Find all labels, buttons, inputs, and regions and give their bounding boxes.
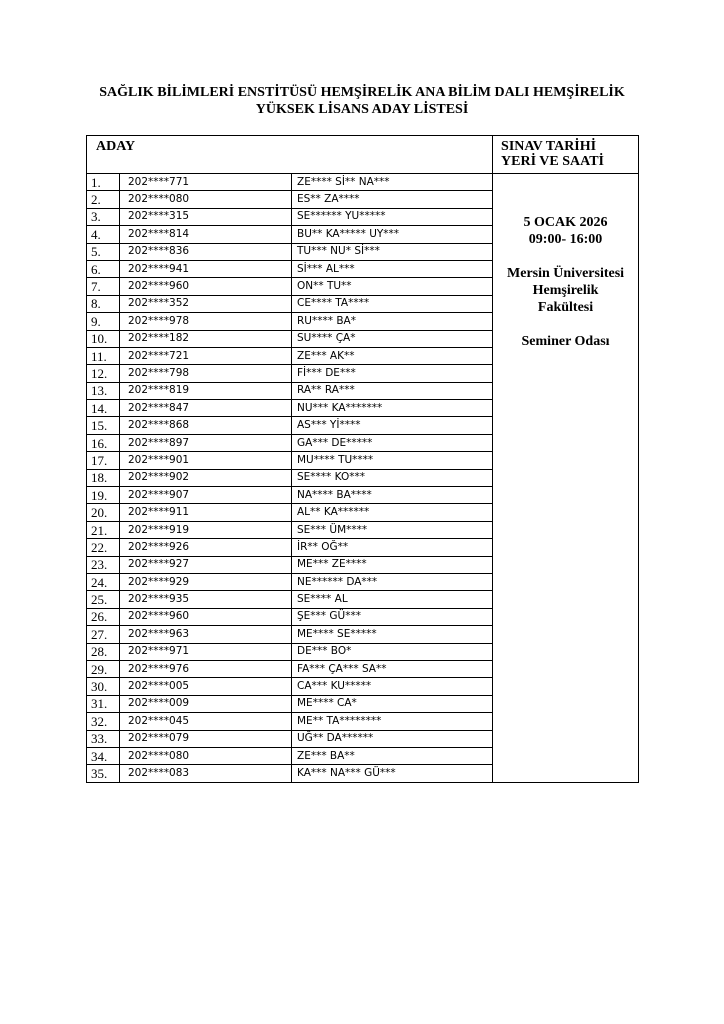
- row-number: 3.: [87, 208, 120, 225]
- candidate-name: ES** ZA****: [292, 191, 493, 208]
- candidate-name: ME** TA********: [292, 713, 493, 730]
- candidate-id: 202****902: [120, 469, 292, 486]
- row-number: 20.: [87, 504, 120, 521]
- candidate-name: GA*** DE*****: [292, 434, 493, 451]
- exam-place-line-1: Mersin Üniversitesi: [507, 266, 625, 281]
- candidate-name: CA*** KU*****: [292, 678, 493, 695]
- candidate-id: 202****927: [120, 556, 292, 573]
- candidate-id: 202****771: [120, 174, 292, 191]
- candidate-name: TU*** NU* Sİ***: [292, 243, 493, 260]
- header-exam-info: [493, 136, 639, 174]
- candidate-id: 202****960: [120, 608, 292, 625]
- row-number: 13.: [87, 382, 120, 399]
- candidate-name: BU** KA***** UY***: [292, 226, 493, 243]
- candidate-id: 202****814: [120, 226, 292, 243]
- row-number: 1.: [87, 174, 120, 191]
- row-number: 8.: [87, 295, 120, 312]
- row-number: 25.: [87, 591, 120, 608]
- row-number: 34.: [87, 747, 120, 764]
- candidate-id: 202****868: [120, 417, 292, 434]
- candidate-id: 202****819: [120, 382, 292, 399]
- title-line-2: YÜKSEK LİSANS ADAY LİSTESİ: [255, 102, 469, 117]
- row-number: 6.: [87, 260, 120, 277]
- candidate-name: DE*** BO*: [292, 643, 493, 660]
- candidate-name: ZE*** AK**: [292, 347, 493, 364]
- candidate-id: 202****005: [120, 678, 292, 695]
- candidate-name: ME**** SE*****: [292, 626, 493, 643]
- candidate-id: 202****941: [120, 260, 292, 277]
- candidate-name: NE****** DA***: [292, 573, 493, 590]
- candidate-name: Sİ*** AL***: [292, 260, 493, 277]
- candidate-id: 202****907: [120, 487, 292, 504]
- candidate-name: CE**** TA****: [292, 295, 493, 312]
- candidate-name: AS*** Yİ****: [292, 417, 493, 434]
- exam-time: 09:00- 16:00: [528, 232, 603, 247]
- candidate-id: 202****971: [120, 643, 292, 660]
- row-number: 31.: [87, 695, 120, 712]
- candidate-id: 202****935: [120, 591, 292, 608]
- header-aday: ADAY: [87, 136, 493, 174]
- candidate-name: ZE*** BA**: [292, 747, 493, 764]
- row-number: 7.: [87, 278, 120, 295]
- row-number: 35.: [87, 765, 120, 782]
- candidate-name: KA*** NA*** GÜ***: [292, 765, 493, 782]
- row-number: 19.: [87, 487, 120, 504]
- row-number: 32.: [87, 713, 120, 730]
- row-number: 18.: [87, 469, 120, 486]
- row-number: 15.: [87, 417, 120, 434]
- row-number: 24.: [87, 573, 120, 590]
- candidate-name: ME*** ZE****: [292, 556, 493, 573]
- candidate-id: 202****182: [120, 330, 292, 347]
- row-number: 10.: [87, 330, 120, 347]
- row-number: 27.: [87, 626, 120, 643]
- header-exam-line-1: SINAV TARİHİ: [501, 139, 597, 154]
- row-number: 33.: [87, 730, 120, 747]
- candidate-name: ZE**** Sİ** NA***: [292, 174, 493, 191]
- candidate-id: 202****901: [120, 452, 292, 469]
- candidate-id: 202****798: [120, 365, 292, 382]
- spacer: [493, 316, 638, 333]
- candidate-name: NA**** BA****: [292, 487, 493, 504]
- table-row: [87, 174, 639, 191]
- row-number: 9.: [87, 313, 120, 330]
- row-number: 23.: [87, 556, 120, 573]
- exam-place-line-2: Hemşirelik: [532, 283, 599, 298]
- row-number: 5.: [87, 243, 120, 260]
- spacer: [493, 248, 638, 265]
- candidate-name: MU**** TU****: [292, 452, 493, 469]
- candidate-name: SU**** ÇA*: [292, 330, 493, 347]
- header-exam-line-2: YERİ VE SAATİ: [501, 154, 604, 169]
- candidate-name: AL** KA******: [292, 504, 493, 521]
- candidate-name: İR** OĞ**: [292, 539, 493, 556]
- exam-date: 5 OCAK 2026: [523, 215, 608, 230]
- candidate-name: FA*** ÇA*** SA**: [292, 660, 493, 677]
- row-number: 17.: [87, 452, 120, 469]
- table-header-row: [87, 136, 639, 174]
- row-number: 28.: [87, 643, 120, 660]
- candidate-id: 202****836: [120, 243, 292, 260]
- candidate-name: SE*** ÜM****: [292, 521, 493, 538]
- candidate-id: 202****315: [120, 208, 292, 225]
- row-number: 21.: [87, 521, 120, 538]
- row-number: 30.: [87, 678, 120, 695]
- row-number: 11.: [87, 347, 120, 364]
- candidate-table: [86, 135, 639, 783]
- candidate-name: RU**** BA*: [292, 313, 493, 330]
- row-number: 2.: [87, 191, 120, 208]
- candidate-id: 202****352: [120, 295, 292, 312]
- candidate-id: 202****960: [120, 278, 292, 295]
- candidate-name: ON** TU**: [292, 278, 493, 295]
- row-number: 12.: [87, 365, 120, 382]
- row-number: 29.: [87, 660, 120, 677]
- row-number: 22.: [87, 539, 120, 556]
- title-line-1: SAĞLIK BİLİMLERİ ENSTİTÜSÜ HEMŞİRELİK ANA BİLİM DALI HEMŞİRELİK: [99, 85, 625, 100]
- candidate-id: 202****963: [120, 626, 292, 643]
- exam-info-cell: [493, 174, 639, 783]
- candidate-id: 202****721: [120, 347, 292, 364]
- candidate-id: 202****079: [120, 730, 292, 747]
- exam-room: Seminer Odası: [521, 334, 610, 349]
- row-number: 26.: [87, 608, 120, 625]
- candidate-name: SE**** AL: [292, 591, 493, 608]
- candidate-name: SE**** KO***: [292, 469, 493, 486]
- candidate-id: 202****911: [120, 504, 292, 521]
- candidate-id: 202****847: [120, 400, 292, 417]
- candidate-id: 202****919: [120, 521, 292, 538]
- row-number: 14.: [87, 400, 120, 417]
- candidate-id: 202****080: [120, 747, 292, 764]
- page-title: [70, 84, 654, 118]
- candidate-id: 202****080: [120, 191, 292, 208]
- candidate-name: ME**** CA*: [292, 695, 493, 712]
- candidate-id: 202****978: [120, 313, 292, 330]
- row-number: 16.: [87, 434, 120, 451]
- candidate-name: RA** RA***: [292, 382, 493, 399]
- row-number: 4.: [87, 226, 120, 243]
- candidate-id: 202****083: [120, 765, 292, 782]
- candidate-id: 202****929: [120, 573, 292, 590]
- candidate-name: Fİ*** DE***: [292, 365, 493, 382]
- candidate-id: 202****009: [120, 695, 292, 712]
- candidate-name: ŞE*** GÜ***: [292, 608, 493, 625]
- candidate-id: 202****976: [120, 660, 292, 677]
- candidate-name: NU*** KA*******: [292, 400, 493, 417]
- exam-place-line-3: Fakültesi: [537, 300, 594, 315]
- candidate-id: 202****897: [120, 434, 292, 451]
- candidate-name: UĞ** DA******: [292, 730, 493, 747]
- candidate-id: 202****926: [120, 539, 292, 556]
- candidate-name: SE****** YU*****: [292, 208, 493, 225]
- candidate-id: 202****045: [120, 713, 292, 730]
